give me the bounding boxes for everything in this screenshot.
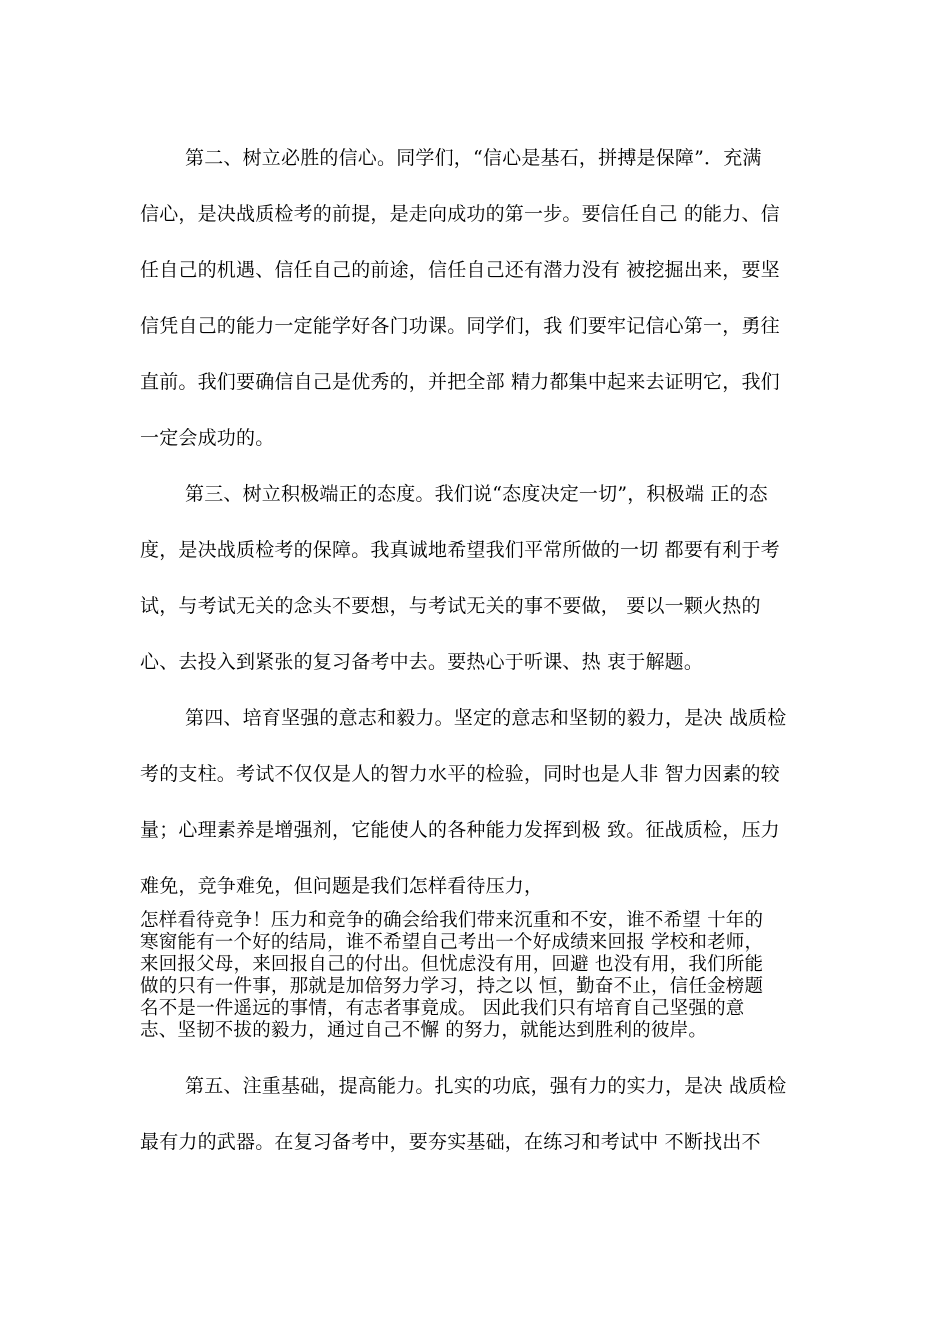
text-line: 心、去投入到紧张的复习备考中去。要热心于听课、热 衷于解题。 <box>140 651 704 673</box>
text-line: 一定会成功的。 <box>140 427 275 449</box>
text-line: 信凭自己的能力一定能学好各门功课。同学们，我 们要牢记信心第一，勇往 <box>140 315 780 337</box>
text-line: 第五、注重基础，提高能力。扎实的功底，强有力的实力，是决 战质检 <box>185 1075 787 1097</box>
text-line: 难免，竞争难免，但问题是我们怎样看待压力， <box>140 875 544 897</box>
text-line: 第三、树立积极端正的态度。我们说“态度决定一切”，积极端 正的态 <box>185 483 768 505</box>
text-line: 量；心理素养是增强剂，它能使人的各种能力发挥到极 致。征战质检，压力 <box>140 819 780 841</box>
text-line: 怎样看待竞争！压力和竞争的确会给我们带来沉重和不安，谁不希望 十年的 <box>140 910 764 931</box>
text-line: 做的只有一件事，那就是加倍努力学习，持之以 恒，勤奋不止，信任金榜题 <box>140 976 764 997</box>
text-line: 名不是一件遥远的事情，有志者事竟成。 因此我们只有培育自己坚强的意 <box>140 998 745 1019</box>
text-line: 第四、培育坚强的意志和毅力。坚定的意志和坚韧的毅力，是决 战质检 <box>185 707 787 729</box>
text-line: 信心，是决战质检考的前提，是走向成功的第一步。要信任自己 的能力、信 <box>140 203 780 225</box>
text-line: 试，与考试无关的念头不要想，与考试无关的事不要做， 要以一颗火热的 <box>140 595 761 617</box>
text-line: 考的支柱。考试不仅仅是人的智力水平的检验，同时也是人非 智力因素的较 <box>140 763 780 785</box>
text-line: 任自己的机遇、信任自己的前途，信任自己还有潜力没有 被挖掘出来，要坚 <box>140 259 780 281</box>
text-line: 度，是决战质检考的保障。我真诚地希望我们平常所做的一切 都要有利于考 <box>140 539 780 561</box>
text-line: 寒窗能有一个好的结局，谁不希望自己考出一个好成绩来回报 学校和老师， <box>140 932 764 953</box>
text-line: 志、坚韧不拔的毅力，通过自己不懈 的努力，就能达到胜利的彼岸。 <box>140 1020 708 1041</box>
text-line: 最有力的武器。在复习备考中，要夯实基础，在练习和考试中 不断找出不 <box>140 1131 761 1153</box>
text-line: 第二、树立必胜的信心。同学们，“信心是基石，拼搏是保障”．充满 <box>185 147 762 169</box>
text-line: 直前。我们要确信自己是优秀的，并把全部 精力都集中起来去证明它，我们 <box>140 371 780 393</box>
text-line: 来回报父母，来回报自己的付出。但忧虑没有用，回避 也没有用，我们所能 <box>140 954 764 975</box>
